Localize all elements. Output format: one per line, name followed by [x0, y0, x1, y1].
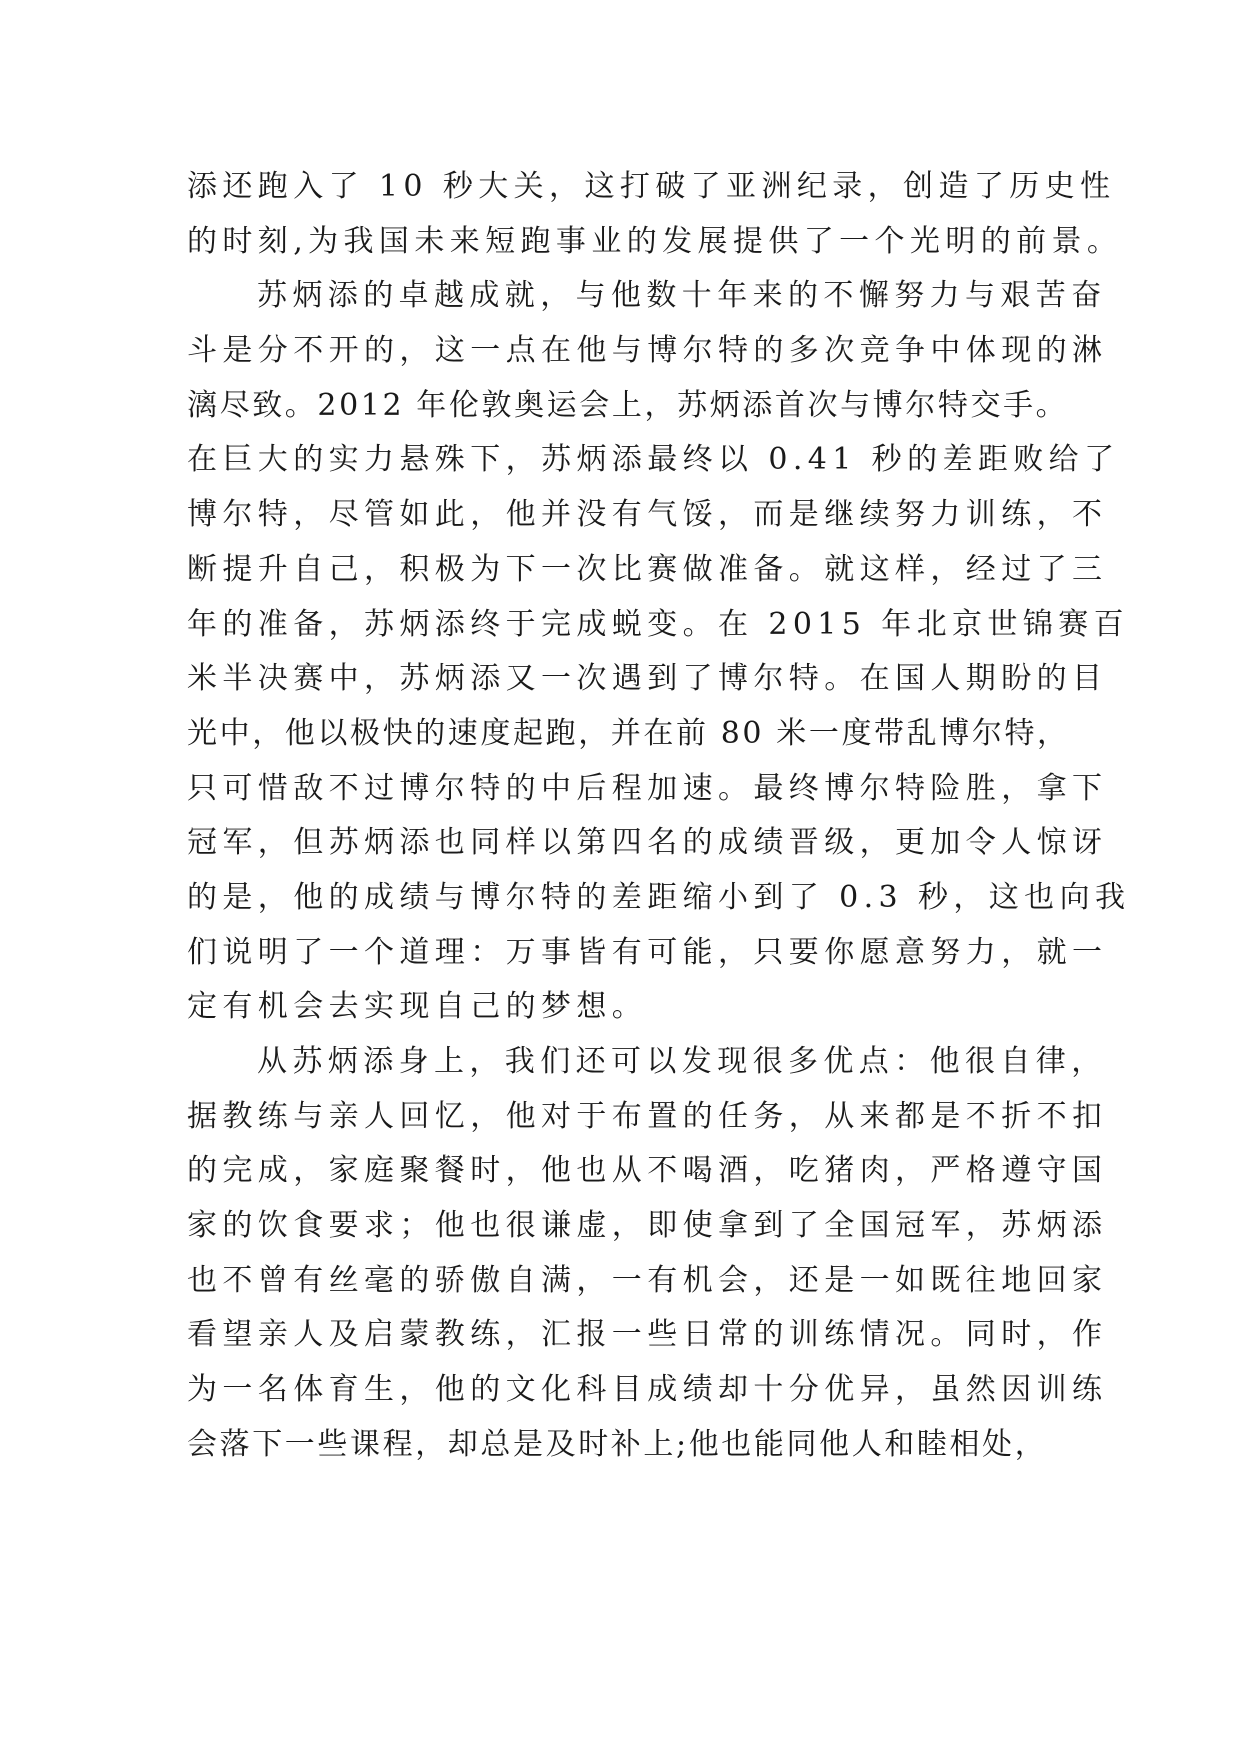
text-line: 据教练与亲人回忆，他对于布置的任务，从来都是不折不扣: [187, 1098, 1108, 1134]
text-line: 只可惜敌不过博尔特的中后程加速。最终博尔特险胜，拿下: [187, 770, 1108, 806]
text-line: 博尔特，尽管如此，他并没有气馁，而是继续努力训练，不: [187, 497, 1108, 533]
text-line: 添还跑入了 10 秒大关，这打破了亚洲纪录，创造了历史性: [187, 169, 1116, 204]
text-line: 斗是分不开的，这一点在他与博尔特的多次竞争中体现的淋: [187, 333, 1108, 369]
text-line: 的完成，家庭聚餐时，他也从不喝酒，吃猪肉，严格遵守国: [187, 1153, 1108, 1189]
paragraph-first-line: 苏炳添的卓越成就，与他数十年来的不懈努力与艰苦奋: [257, 278, 1107, 314]
text-line: 定有机会去实现自己的梦想。: [187, 989, 648, 1025]
text-line: 看望亲人及启蒙教练，汇报一些日常的训练情况。同时，作: [187, 1317, 1108, 1353]
text-line: 冠军，但苏炳添也同样以第四名的成绩晋级，更加令人惊讶: [187, 825, 1108, 861]
body-text: [187, 160, 1131, 1473]
text-line: 也不曾有丝毫的骄傲自满，一有机会，还是一如既往地回家: [187, 1262, 1108, 1298]
text-line: 漓尽致。2012 年伦敦奥运会上，苏炳添首次与博尔特交手。: [187, 387, 1069, 423]
text-line: 的是，他的成绩与博尔特的差距缩小到了 0.3 秒，这也向我: [187, 879, 1131, 915]
text-line: 在巨大的实力悬殊下，苏炳添最终以 0.41 秒的差距败给了: [187, 442, 1120, 478]
text-line: 们说明了一个道理：万事皆有可能，只要你愿意努力，就一: [187, 934, 1108, 970]
text-line: 光中，他以极快的速度起跑，并在前 80 米一度带乱博尔特，: [187, 715, 1070, 751]
text-line: 会落下一些课程，却总是及时补上;他也能同他人和睦相处，: [187, 1426, 1048, 1462]
text-line: 为一名体育生，他的文化科目成绩却十分优异，虽然因训练: [187, 1372, 1108, 1408]
text-line: 家的饮食要求；他也很谦虚，即使拿到了全国冠军，苏炳添: [187, 1208, 1108, 1244]
text-line: 的时刻,为我国未来短跑事业的发展提供了一个光明的前景。: [187, 223, 1123, 259]
text-line: 米半决赛中，苏炳添又一次遇到了博尔特。在国人期盼的目: [187, 661, 1108, 697]
text-line: 断提升自己，积极为下一次比赛做准备。就这样，经过了三: [187, 551, 1108, 587]
paragraph-first-line: 从苏炳添身上，我们还可以发现很多优点：他很自律，: [257, 1044, 1107, 1079]
text-line: 年的准备，苏炳添终于完成蜕变。在 2015 年北京世锦赛百: [187, 606, 1130, 642]
